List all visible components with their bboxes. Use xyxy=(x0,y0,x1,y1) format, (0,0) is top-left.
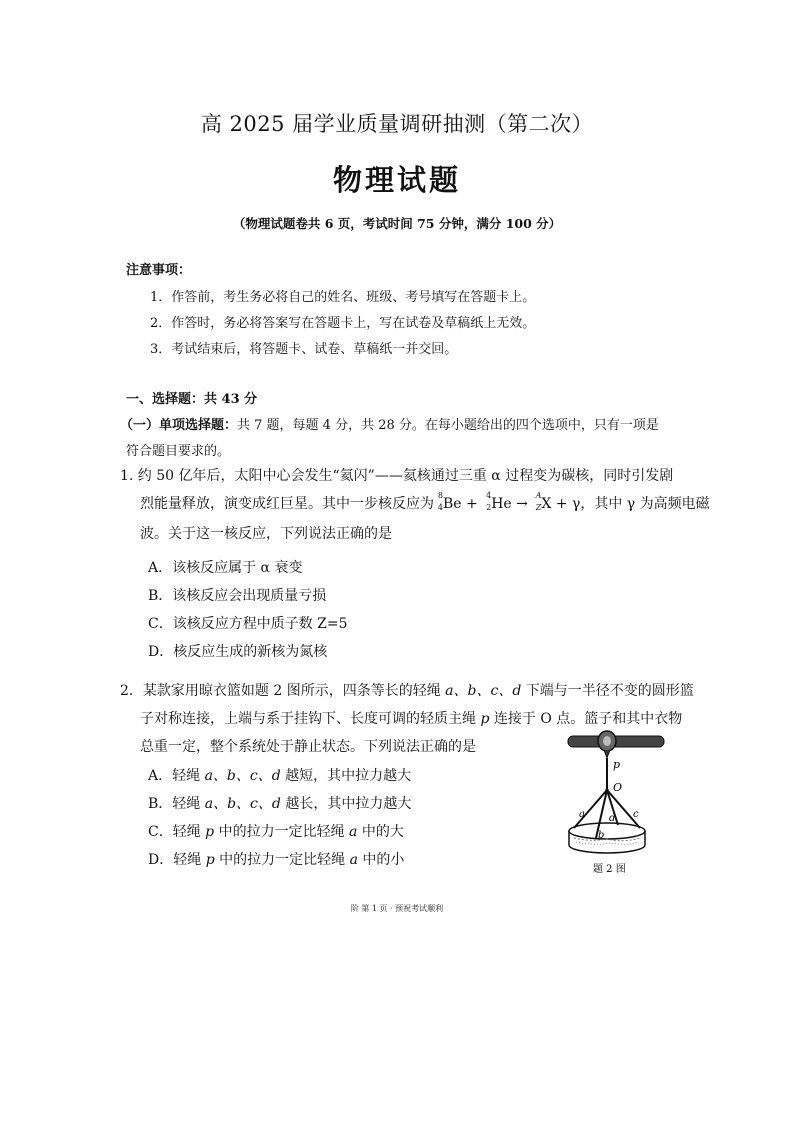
plus-sign: + xyxy=(461,496,483,512)
he-mass-number: 4 xyxy=(486,491,492,500)
notice-item-2: 2．作答时，务必将答案写在答题卡上，写在试卷及草稿纸上无效。 xyxy=(150,316,536,331)
q2-figure xyxy=(560,728,670,878)
q1-option-a: A．该核反应属于 α 衰变 xyxy=(148,560,303,576)
be-proton-number: 4 xyxy=(437,503,443,512)
q2-option-d-var-1: p xyxy=(205,852,215,868)
q2-line-3: 总重一定，整个系统处于静止状态。下列说法正确的是 xyxy=(140,739,476,755)
be-symbol: Be xyxy=(443,496,462,512)
reaction-arrow: → xyxy=(511,496,533,512)
subject-title: 物理试题 xyxy=(332,163,461,197)
q2-option-a xyxy=(148,765,411,785)
q2-option-a-pre: A．轻绳 xyxy=(148,768,205,784)
q2-option-c xyxy=(148,821,404,841)
notice-item-1: 1．作答前，考生务必将自己的姓名、班级、考号填写在答题卡上。 xyxy=(150,290,536,305)
label-c: c xyxy=(633,809,639,820)
q1-option-d: D．核反应生成的新核为氮核 xyxy=(148,644,328,660)
be-mass-number: 8 xyxy=(437,491,443,500)
notice-heading: 注意事项： xyxy=(126,263,192,278)
q2-option-c-var-2: a xyxy=(349,824,358,840)
page-footer: 阶 第 1 页 · 预祝考试顺利 xyxy=(350,904,444,913)
q2-line-2-var: p xyxy=(480,711,490,727)
q2-line-1 xyxy=(120,680,694,700)
q2-line-1-pre: 2．某款家用晾衣篮如题 2 图所示，四条等长的轻绳 xyxy=(120,683,446,699)
q2-line-2-post: 连接于 O 点。篮子和其中衣物 xyxy=(489,711,683,727)
hook-icon xyxy=(598,731,616,758)
x-proton-number: Z xyxy=(535,503,542,512)
q1-option-c: C．该核反应方程中质子数 Z=5 xyxy=(148,616,348,632)
q1-line-3: 波。关于这一核反应，下列说法正确的是 xyxy=(140,526,392,542)
q2-option-b-post: 越长，其中拉力越大 xyxy=(280,796,412,812)
x-nuclide-index xyxy=(532,491,542,512)
q2-option-a-post: 越短，其中拉力越大 xyxy=(280,768,412,784)
basket xyxy=(569,823,645,853)
q2-option-b xyxy=(148,793,411,813)
exam-info: （物理试题卷共 6 页，考试时间 75 分钟，满分 100 分） xyxy=(232,216,562,231)
q2-option-a-var: a、b、c、d xyxy=(204,768,281,784)
be-nuclide-index xyxy=(434,491,443,512)
notice-item-3: 3．考试结束后，将答题卡、试卷、草稿纸一并交回。 xyxy=(150,342,458,357)
subsection-text: 共 7 题，每题 4 分，共 28 分。在每小题给出的四个选项中，只有一项是 xyxy=(237,418,659,433)
q2-option-d-mid: 中的拉力一定比轻绳 xyxy=(214,852,350,868)
subsection-text-2: 符合题目要求的。 xyxy=(126,444,231,459)
he-nuclide-index xyxy=(482,491,492,512)
exam-title: 高 2025 届学业质量调研抽测（第二次） xyxy=(200,112,594,136)
label-b: b xyxy=(598,830,605,841)
q2-option-c-post: 中的大 xyxy=(357,824,404,840)
q2-option-b-pre: B．轻绳 xyxy=(148,796,205,812)
label-o: O xyxy=(613,781,623,794)
q2-option-d-pre: D．轻绳 xyxy=(148,852,206,868)
q1-option-b: B．该核反应会出现质量亏损 xyxy=(148,588,327,604)
q2-option-d-post: 中的小 xyxy=(357,852,405,868)
subsection-label: （一）单项选择题： xyxy=(120,418,238,433)
he-proton-number: 2 xyxy=(486,503,492,512)
q1-line-2-pre: 烈能量释放，演变成红巨星。其中一步核反应为 xyxy=(140,496,434,512)
q2-option-c-mid: 中的拉力一定比轻绳 xyxy=(214,824,350,840)
x-mass-number: A xyxy=(535,491,542,500)
subsection-heading xyxy=(120,414,659,433)
q2-line-2-pre: 子对称连接，上端与系于挂钩下、长度可调的轻质主绳 xyxy=(140,711,481,727)
q2-line-2 xyxy=(140,708,682,728)
label-d: d xyxy=(609,813,616,824)
label-a: a xyxy=(579,809,585,820)
q2-line-1-post: 下端与一半径不变的圆形篮 xyxy=(521,683,694,699)
q2-option-d xyxy=(148,849,404,869)
he-symbol: He xyxy=(491,496,512,512)
q2-option-c-pre: C．轻绳 xyxy=(148,824,206,840)
q1-line-2 xyxy=(140,493,710,513)
q2-option-c-var-1: p xyxy=(205,824,215,840)
x-symbol: X xyxy=(541,496,552,512)
q1-line-2-post: + γ，其中 γ 为高频电磁 xyxy=(551,496,710,512)
figure-caption: 题 2 图 xyxy=(593,864,626,875)
label-p: p xyxy=(613,758,621,771)
q1-line-1: 1. 约 50 亿年后，太阳中心会发生“氦闪”——氦核通过三重 α 过程变为碳核，同时引发剧 xyxy=(120,468,674,484)
section-heading: 一、选择题：共 43 分 xyxy=(126,392,258,407)
q2-line-1-var: a、b、c、d xyxy=(445,683,522,699)
q2-option-d-var-2: a xyxy=(349,852,358,868)
q2-option-b-var: a、b、c、d xyxy=(204,796,281,812)
